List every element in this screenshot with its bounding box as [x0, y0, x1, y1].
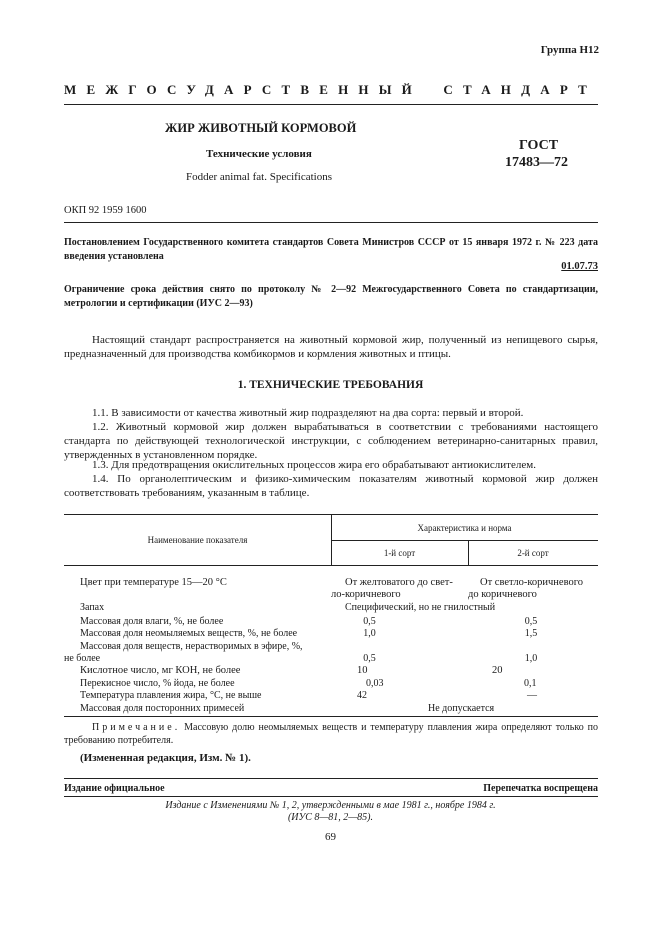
table-row: Массовая доля неомыляемых веществ, %, не более: [80, 628, 298, 639]
table-row: Запах: [80, 602, 105, 613]
table-row: Температура плавления жира, °С, не выше: [80, 690, 262, 701]
table-cell: Не допускается: [428, 703, 495, 714]
table-cell: 1,0: [363, 628, 376, 639]
decree-text: Постановлением Государственного комитета стандартов Совета Министров СССР от 15 января 1972 г. № 223 дата введения установлена: [64, 237, 598, 262]
table-header-rule: [64, 565, 598, 566]
table-cell: 0,1: [524, 678, 537, 689]
col-header-name: Наименование показателя: [147, 535, 248, 545]
clause-1-3: 1.3. Для предотвращения окислительных процессов жира его обрабатывают антиокислителем.: [92, 459, 536, 471]
english-title: Fodder animal fat. Specifications: [186, 171, 333, 183]
edition-line-2: (ИУС 8—81, 2—85).: [287, 812, 374, 823]
table-cell: 1,0: [524, 653, 538, 664]
table-cell: ло-коричневого: [331, 589, 401, 600]
official-edition: Издание официальное: [64, 783, 165, 794]
table-row-continuation: не более: [64, 653, 101, 664]
table-row: Кислотное число, мг КОН, не более: [80, 665, 241, 676]
table-row: Массовая доля влаги, %, не более: [80, 616, 224, 627]
group-code: Группа Н12: [540, 44, 599, 56]
col-header-group: Характеристика и норма: [417, 523, 512, 533]
clause-1-4: 1.4. По органолептическим и физико-химическим показателям животный кормовой жир должен соответствовать требованиям, указанным в таблице.: [64, 473, 598, 499]
banner-rule: [64, 104, 598, 105]
clause-1-2: 1.2. Животный кормовой жир должен вырабатываться в соответствии с требованиями настоящего стандарта по действующей технологической инструкции, с соблюдением ветеринарно-санитарных правил, утвержденных в установленном порядке.: [64, 421, 598, 461]
table-cell: до коричневого: [468, 589, 537, 600]
gost-number: 17483—72: [505, 155, 568, 170]
introduction-date: 01.07.73: [561, 261, 598, 272]
table-cell: 0,5: [524, 616, 538, 627]
standard-banner: МЕЖГОСУДАРСТВЕННЫЙ СТАНДАРТ: [64, 82, 597, 97]
gost-label: ГОСТ: [519, 138, 559, 153]
table-cell: 0,5: [363, 616, 376, 627]
note-label: Примечание.: [92, 722, 181, 733]
clause-1-1: 1.1. В зависимости от качества животный жир подразделяют на два сорта: первый и второй.: [92, 407, 524, 419]
table-cell: 10: [357, 665, 368, 676]
table-cell: От светло-коричневого: [480, 577, 584, 588]
document-subtitle: Технические условия: [206, 148, 312, 160]
okp-rule: [64, 222, 598, 223]
document-title: ЖИР ЖИВОТНЫЙ КОРМОВОЙ: [165, 121, 357, 135]
edition-change: (Измененная редакция, Изм. № 1).: [80, 752, 251, 764]
table-cell: 0,5: [363, 653, 376, 664]
footer-rule: [64, 778, 598, 779]
footer-rule-bottom: [64, 796, 598, 797]
page-number: 69: [325, 831, 336, 843]
table-group-rule: [331, 540, 598, 541]
table-cell: От желтоватого до свет-: [345, 577, 453, 588]
table-cell: 42: [357, 690, 367, 701]
col-header-grade1: 1-й сорт: [383, 548, 416, 558]
col-header-grade2: 2-й сорт: [517, 548, 549, 558]
validity-note: Ограничение срока действия снято по протоколу № 2—92 Межгосударственного Совета по стандартизации, метрологии и сертификации (ИУС 2—93): [64, 284, 598, 309]
table-note: [64, 721, 598, 747]
okp-code: ОКП 92 1959 1600: [64, 205, 147, 216]
table-cell: Специфический, но не гнилостный: [345, 602, 496, 613]
table-row: Перекисное число, % йода, не более: [80, 678, 235, 689]
section-heading: 1. ТЕХНИЧЕСКИЕ ТРЕБОВАНИЯ: [237, 379, 424, 391]
scope-paragraph: Настоящий стандарт распространяется на животный кормовой жир, полученный из непищевого сырья, предназначенный для производства комбикормов и кормления животных и птицы.: [64, 334, 598, 360]
table-row: Цвет при температуре 15—20 °С: [80, 577, 227, 588]
reprint-notice: Перепечатка воспрещена: [483, 783, 598, 794]
table-row: Массовая доля посторонних примесей: [80, 703, 245, 714]
note-text: Массовую долю неомыляемых веществ и температуру плавления жира определяют только по требованию потребителя.: [64, 722, 598, 746]
edition-line-1: Издание с Изменениями № 1, 2, утвержденными в мае 1981 г., ноябре 1984 г.: [165, 800, 496, 811]
table-row: Массовая доля веществ, нерастворимых в эфире, %,: [80, 641, 303, 652]
table-cell: 1,5: [524, 628, 538, 639]
table-bottom-rule: [64, 716, 598, 717]
table-cell: 20: [492, 665, 503, 676]
table-cell: 0,03: [366, 678, 384, 689]
table-cell: —: [527, 690, 537, 701]
